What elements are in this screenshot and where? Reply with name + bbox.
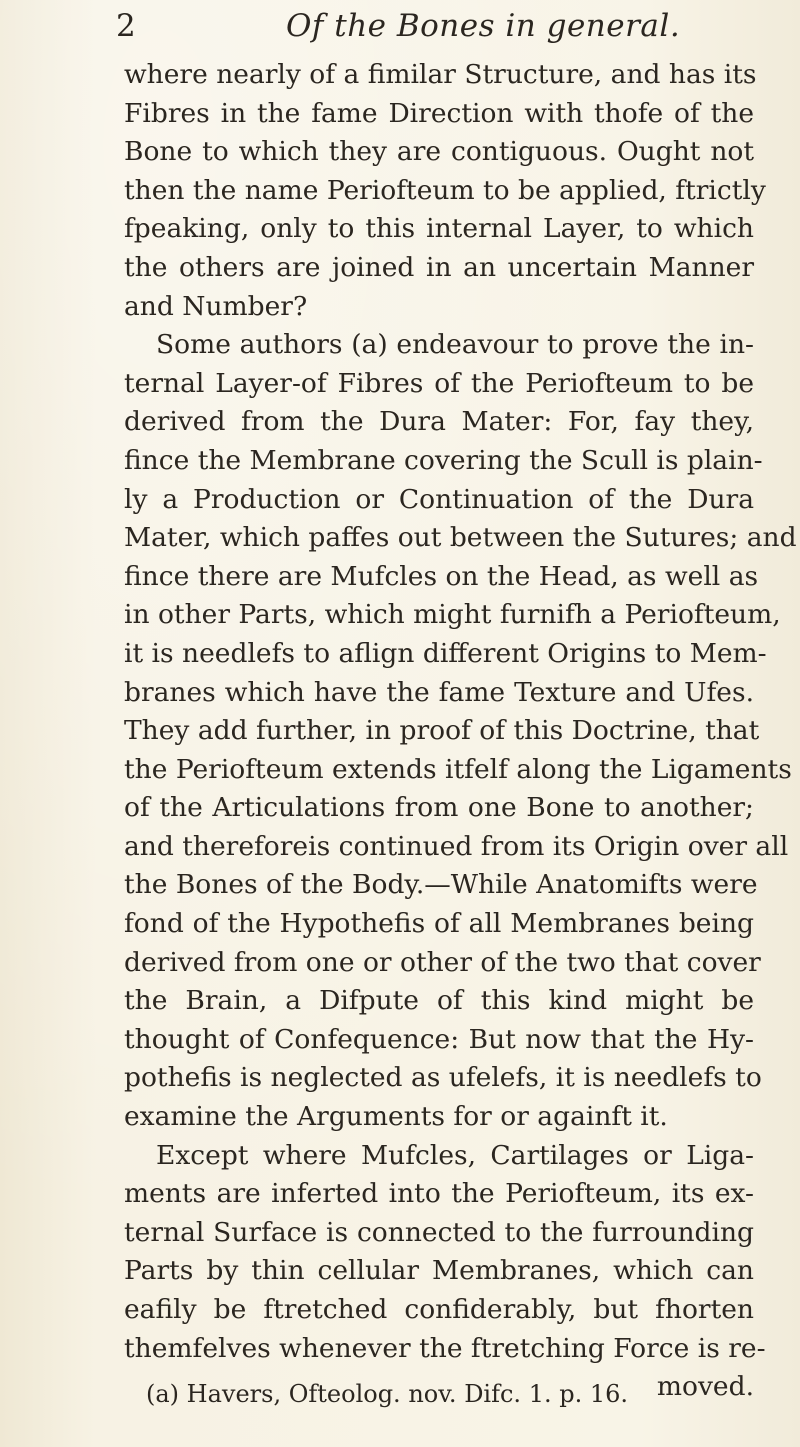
text-line: the Bones of the Body.—While Anatomifts were: [124, 869, 758, 901]
footnote: (a) Havers, Ofteolog. nov. Difc. 1. p. 16.: [146, 1380, 629, 1408]
text-line: They add further, in proof of this Doctrine, that: [124, 715, 760, 747]
text-line: in other Parts, which might furnifh a Periofteum,: [124, 599, 781, 631]
text-line: fond of the Hypothefis of all Membranes being: [124, 908, 754, 940]
text-line: derived from the Dura Mater: For, fay they,: [124, 406, 754, 438]
text-line: eafily be ftretched confiderably, but fhorten: [124, 1294, 754, 1325]
text-line: fince the Membrane covering the Scull is plain-: [124, 444, 763, 476]
text-line: fince there are Mufcles on the Head, as well as: [124, 560, 759, 592]
text-line: Except where Mufcles, Cartilages or Liga-: [156, 1139, 754, 1171]
text-line: ments are inferted into the Periofteum, its ex-: [124, 1178, 754, 1210]
running-head-title: Of the Bones in general.: [286, 8, 681, 44]
text-line: of the Articulations from one Bone to another;: [124, 792, 754, 824]
text-line: and Number?: [124, 290, 308, 322]
text-line: derived from one or other of the two that cover: [124, 946, 761, 978]
text-line: Mater, which paffes out between the Sutures; and: [124, 522, 797, 554]
text-line: the others are joined in an uncertain Manner: [124, 251, 754, 283]
text-line: the Periofteum extends itfelf along the Ligaments: [124, 753, 792, 785]
text-line: ly a Production or Continuation of the Dura: [124, 483, 754, 515]
text-line: thought of Confequence: But now that the Hy-: [124, 1023, 754, 1055]
text-line: Parts by thin cellular Membranes, which can: [124, 1255, 754, 1287]
text-line: it is needlefs to aflign different Origins to Mem-: [124, 637, 767, 669]
text-line: fpeaking, only to this internal Layer, to which: [124, 213, 754, 245]
text-line: themfelves whenever the ftretching Force is re-: [124, 1332, 766, 1364]
page-number: 2: [116, 8, 136, 44]
text-line: Some authors (a) endeavour to prove the in-: [156, 329, 754, 361]
text-line: then the name Periofteum to be applied, ftrictly: [124, 174, 766, 206]
running-head: [116, 4, 716, 48]
text-line: Fibres in the fame Direction with thofe of the: [124, 97, 754, 129]
text-line: moved.: [656, 1371, 754, 1403]
text-line: pothefis is neglected as ufelefs, it is needlefs to: [124, 1062, 762, 1094]
text-line: ternal Layer-of Fibres of the Periofteum to be: [124, 367, 754, 399]
text-line: examine the Arguments for or againft it.: [124, 1101, 668, 1133]
text-line: branes which have the fame Texture and Ufes.: [124, 676, 754, 708]
text-line: the Brain, a Difpute of this kind might be: [124, 985, 754, 1017]
text-line: Bone to which they are contiguous. Ought not: [124, 136, 754, 168]
body-text: [124, 56, 797, 1407]
text-line: and thereforeis continued from its Origin over all: [124, 830, 789, 862]
text-line: where nearly of a fimilar Structure, and has its: [124, 59, 757, 90]
text-line: ternal Surface is connected to the furrounding: [124, 1216, 754, 1248]
